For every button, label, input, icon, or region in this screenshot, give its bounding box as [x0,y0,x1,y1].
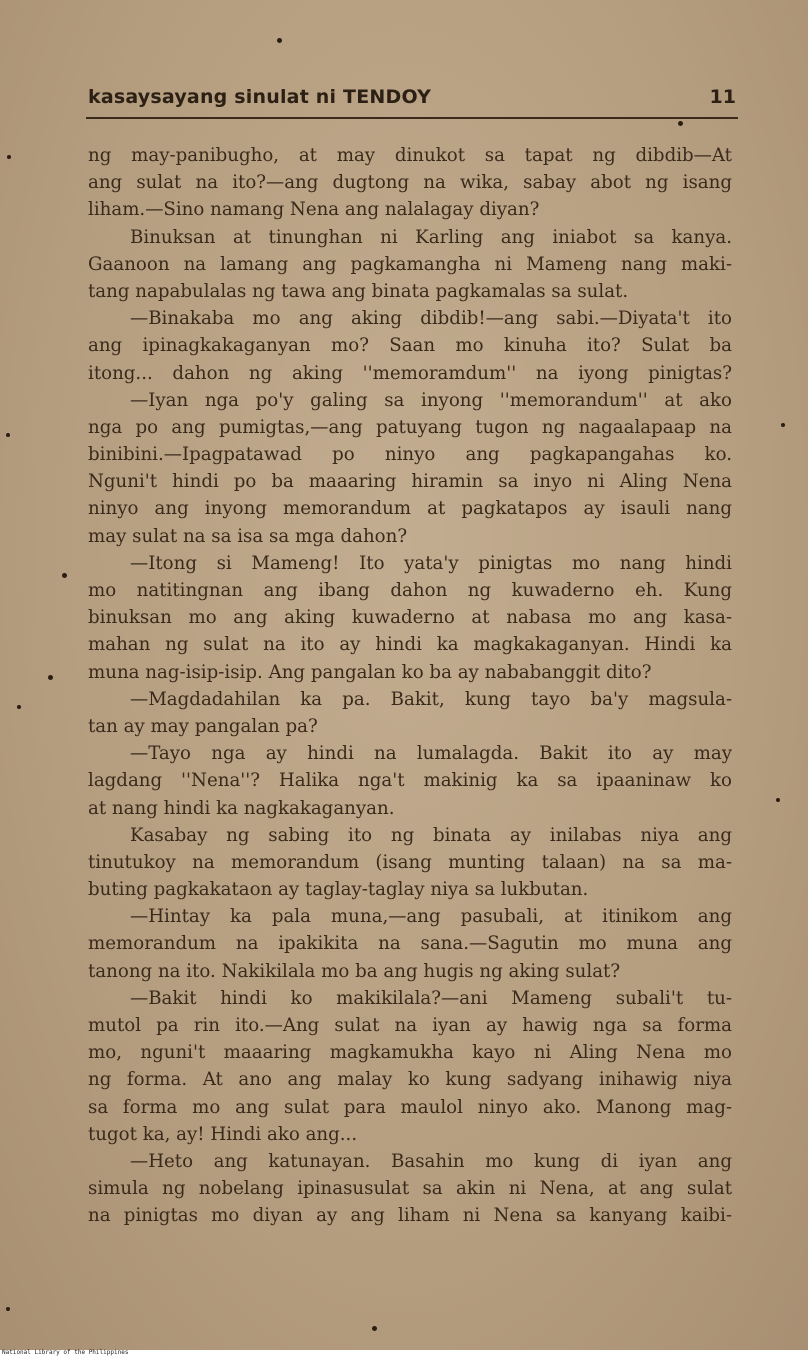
text-line: memorandum na ipakikita na sana.—Sagutin mo muna ang [88,933,732,955]
text-line: ng may-panibugho, at may dinukot sa tapat ng dibdib—At [88,145,732,166]
text-line: itong... dahon ng aking ''memoramdum'' na iyong pinigtas? [88,362,732,384]
library-credit: National Library of the Philippines [2,1349,129,1356]
text-line: Binuksan at tinunghan ni Karling ang iniabot sa kanya. [130,226,732,248]
ink-speck [678,121,683,126]
header-rule [86,117,738,119]
text-line: tinutukoy na memorandum (isang munting talaan) na sa ma- [88,851,732,873]
text-line: Kasabay ng sabing ito ng binata ay inilabas niya ang [130,824,732,846]
ink-speck [6,1307,10,1311]
footer-credit-strip [0,1350,808,1358]
ink-speck [48,675,53,680]
text-line: Nguni't hindi po ba maaaring hiramin sa inyo ni Aling Nena [88,471,732,493]
ink-speck [277,38,282,43]
text-line: tugot ka, ay! Hindi ako ang... [88,1123,358,1145]
running-title: kasaysayang sinulat ni TENDOY [88,86,432,108]
text-line: ang ipinagkakaganyan mo? Saan mo kinuha ito? Sulat ba [88,335,732,357]
text-line: —Hintay ka pala muna,—ang pasubali, at itinikom ang [130,906,732,928]
text-line: buting pagkakataon ay taglay-taglay niya sa lukbutan. [88,879,589,901]
ink-speck [372,1326,377,1331]
text-line: —Iyan nga po'y galing sa inyong ''memorandum'' at ako [130,389,732,411]
text-line: liham.—Sino namang Nena ang nalalagay diyan? [88,199,540,221]
text-line: —Bakit hindi ko makikilala?—ani Mameng subali't tu- [130,987,732,1009]
text-line: muna nag-isip-isip. Ang pangalan ko ba ay nababanggit dito? [88,661,652,683]
text-line: simula ng nobelang ipinasusulat sa akin ni Nena, at ang sulat [88,1178,732,1200]
text-line: mahan ng sulat na ito ay hindi ka magkakaganyan. Hindi ka [88,634,732,656]
text-line: binuksan mo ang aking kuwaderno at nabasa mo ang kasa- [88,607,732,629]
text-line: may sulat na sa isa sa mga dahon? [88,525,408,547]
text-line: —Itong si Mameng! Ito yata'y pinigtas mo nang hindi [130,552,732,574]
text-line: na pinigtas mo diyan ay ang liham ni Nena sa kanyang kaibi- [88,1205,732,1227]
ink-speck [781,423,785,427]
page-header [88,86,736,116]
text-line: ninyo ang inyong memorandum at pagkatapos ay isauli nang [88,498,732,520]
text-line: mutol pa rin ito.—Ang sulat na iyan ay hawig nga sa forma [88,1015,732,1036]
ink-speck [17,705,21,709]
text-line: —Binakaba mo ang aking dibdib!—ang sabi.—Diyata't ito [130,308,732,330]
text-line: sa forma mo ang sulat para maulol ninyo ako. Manong mag- [88,1096,732,1118]
text-line: —Heto ang katunayan. Basahin mo kung di iyan ang [130,1150,732,1172]
ink-speck [62,573,67,578]
text-line: mo natitingnan ang ibang dahon ng kuwaderno eh. Kung [88,580,732,601]
text-line: tanong na ito. Nakikilala mo ba ang hugis ng aking sulat? [88,960,621,982]
page-number: 11 [709,86,736,108]
text-line: lagdang ''Nena''? Halika nga't makinig ka sa ipaaninaw ko [88,770,732,792]
ink-speck [6,433,10,437]
text-line: at nang hindi ka nagkakaganyan. [88,797,395,819]
text-line: ng forma. At ano ang malay ko kung sadyang inihawig niya [88,1069,732,1091]
text-line: Gaanoon na lamang ang pagkamangha ni Mameng nang maki- [88,253,732,275]
body-text [88,142,732,1230]
text-line: —Tayo nga ay hindi na lumalagda. Bakit ito ay may [130,743,732,765]
text-line: tang napabulalas ng tawa ang binata pagkamalas sa sulat. [88,280,629,302]
text-line: —Magdadahilan ka pa. Bakit, kung tayo ba'y magsula- [130,688,732,710]
text-line: binibini.—Ipagpatawad po ninyo ang pagkapangahas ko. [88,444,732,466]
text-line: ang sulat na ito?—ang dugtong na wika, sabay abot ng isang [88,172,732,194]
ink-speck [7,155,11,159]
text-line: nga po ang pumigtas,—ang patuyang tugon ng nagaalapaap na [88,416,732,438]
text-line: tan ay may pangalan pa? [88,715,318,737]
text-line: mo, nguni't maaaring magkamukha kayo ni Aling Nena mo [88,1042,732,1064]
ink-speck [776,798,780,802]
